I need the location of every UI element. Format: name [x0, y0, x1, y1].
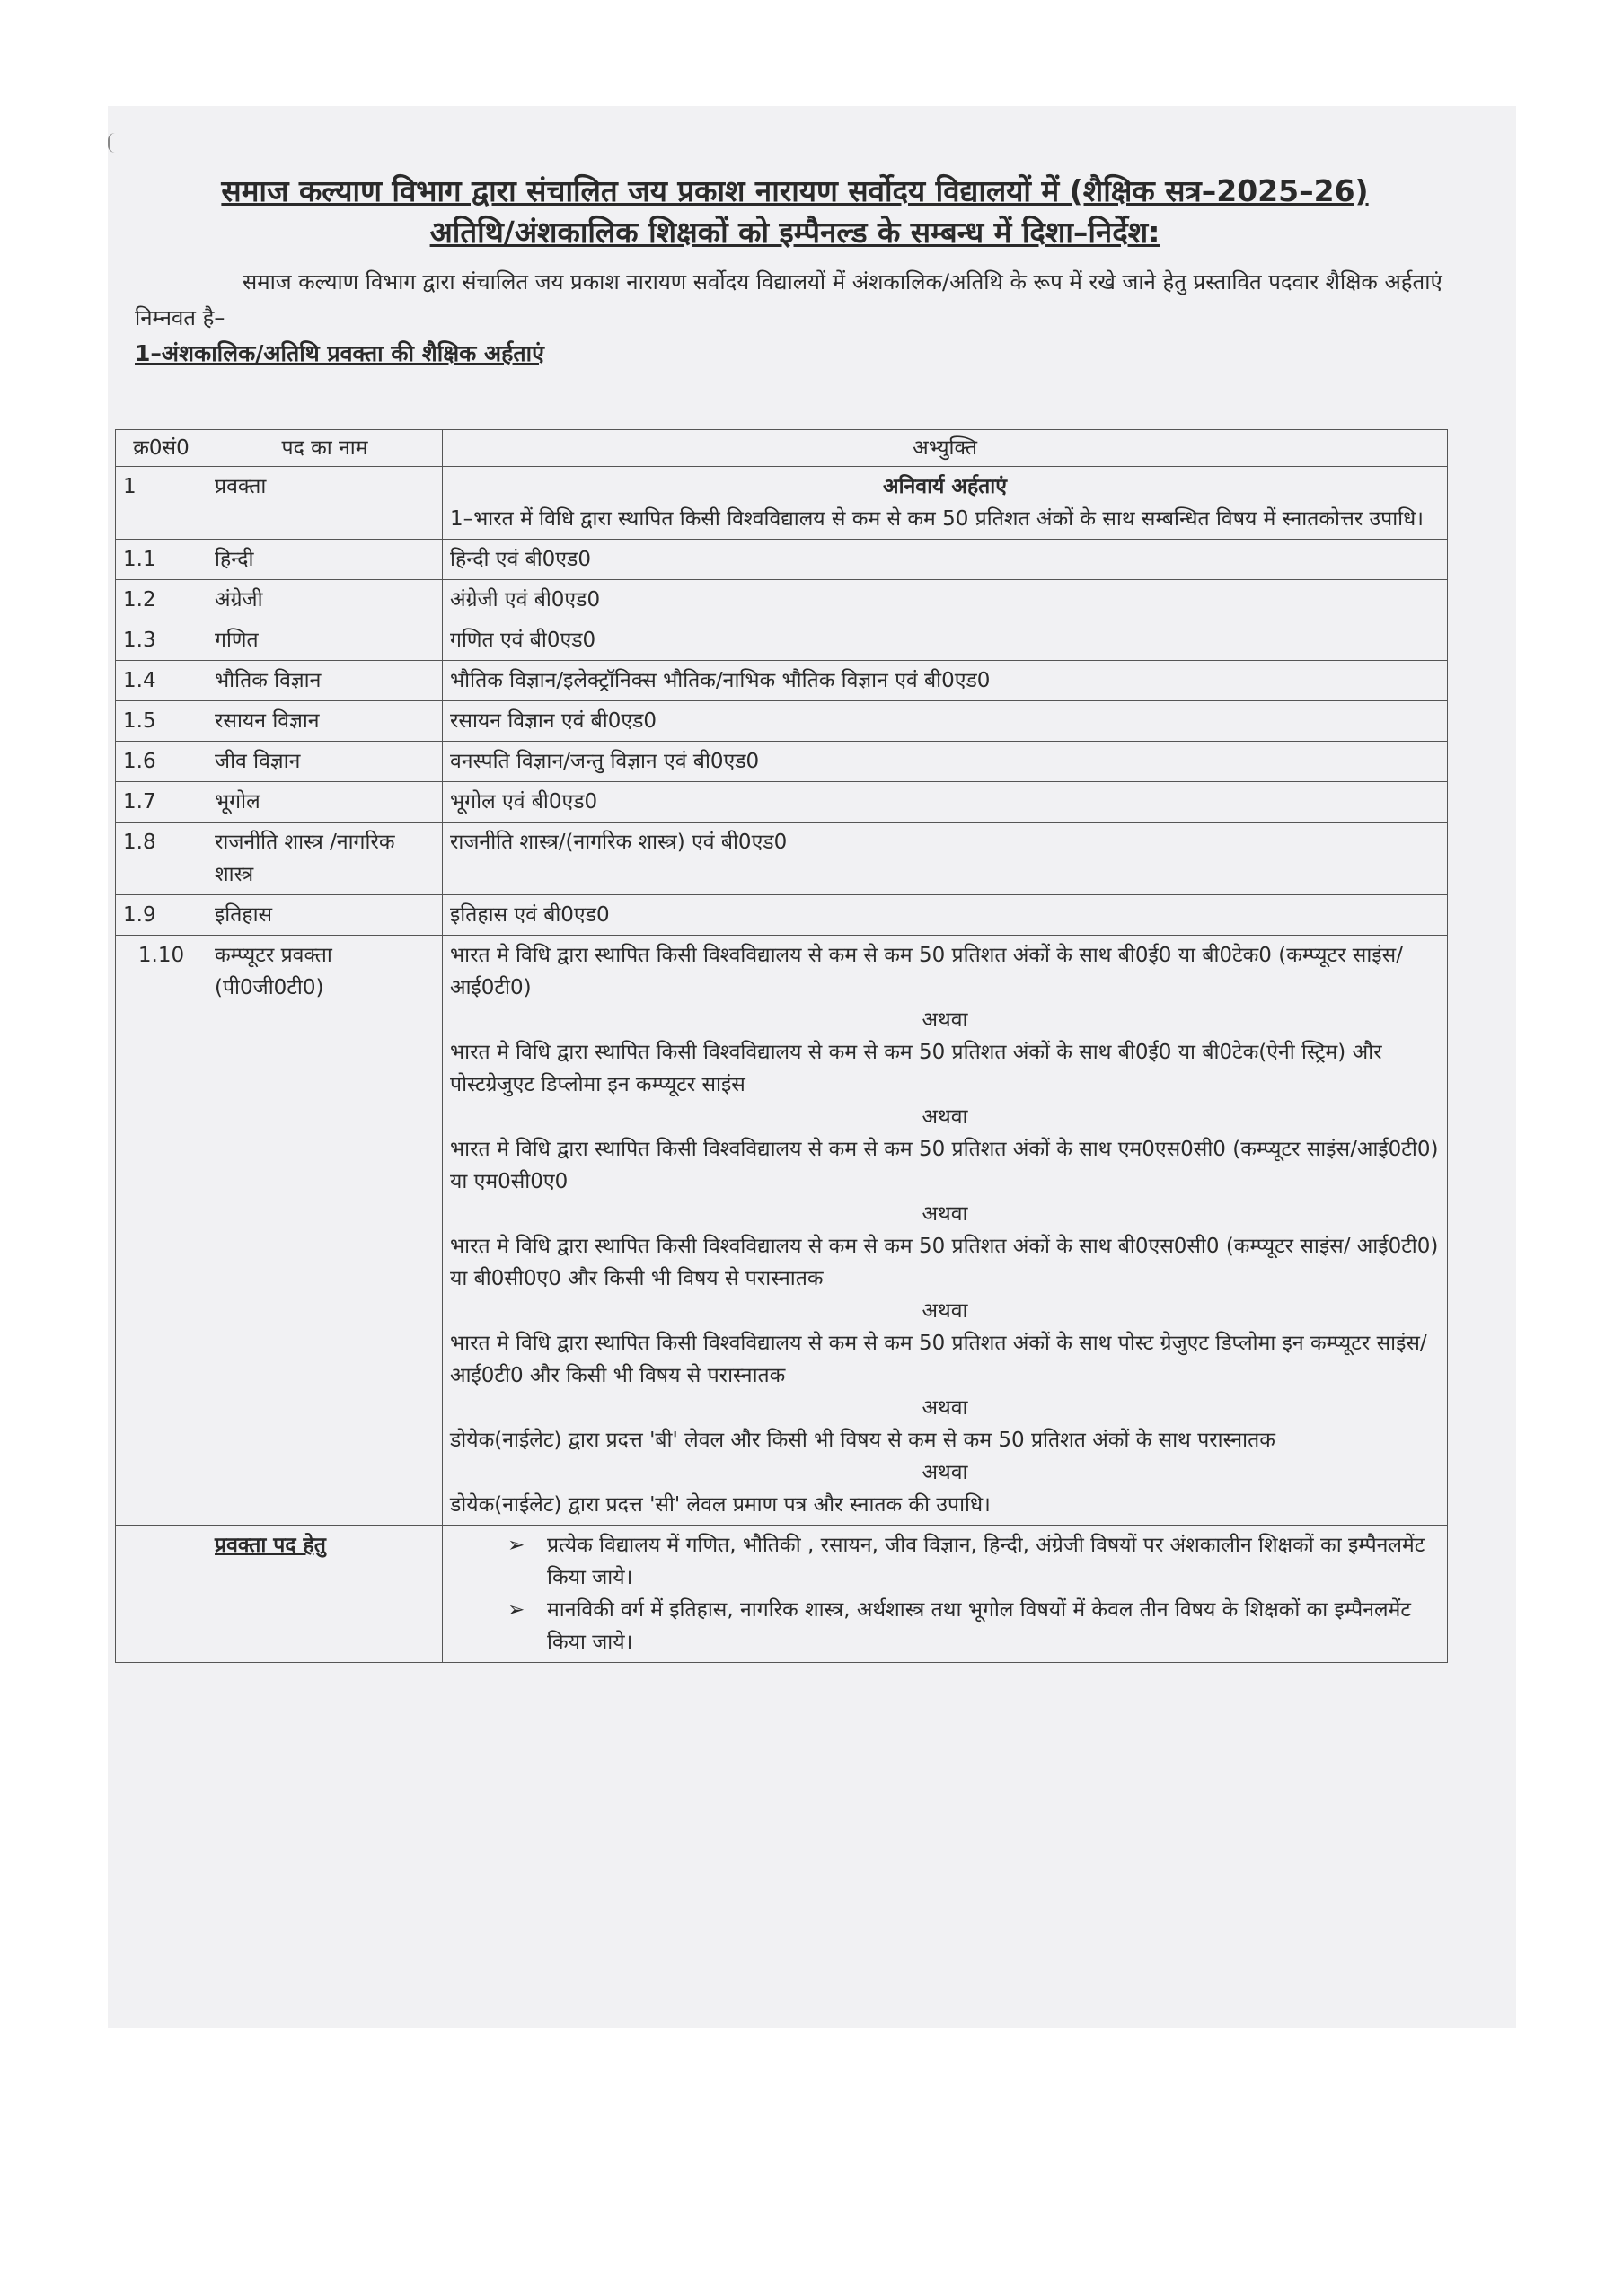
post-cell: गणित [207, 620, 443, 661]
or-separator: अथवा [922, 1396, 968, 1420]
header-serial: क्र0सं0 [116, 430, 207, 467]
serial-cell: 1.4 [116, 661, 207, 701]
list-item [504, 1529, 1440, 1594]
list-item [504, 1594, 1440, 1658]
post-cell: इतिहास [207, 895, 443, 936]
serial-cell: 1.10 [116, 936, 207, 1526]
post-cell: भौतिक विज्ञान [207, 661, 443, 701]
serial-cell: 1.5 [116, 701, 207, 742]
document-header [135, 171, 1455, 370]
post-cell: हिन्दी [207, 540, 443, 580]
post-cell: भूगोल [207, 782, 443, 823]
qualification-option: भारत मे विधि द्वारा स्थापित किसी विश्वविद्यालय से कम से कम 50 प्रतिशत अंकों के साथ पोस्ट ग्रेजुएट डिप्लोमा इन कम्प्यूटर साइंस/आई0टी0 और किसी भी विषय से परास्नातक [450, 1332, 1427, 1387]
post-cell: राजनीति शास्त्र /नागरिक शास्त्र [207, 823, 443, 895]
serial-cell: 1.8 [116, 823, 207, 895]
mandatory-qualification-heading: अनिवार्य अर्हताएं [883, 475, 1007, 498]
qualification-option: डोयेक(नाईलेट) द्वारा प्रदत्त 'बी' लेवल और किसी भी विषय से कम से कम 50 प्रतिशत अंकों के साथ परास्नातक [450, 1429, 1275, 1452]
table-row-computer [116, 936, 1448, 1526]
qualification-option: भारत मे विधि द्वारा स्थापित किसी विश्वविद्यालय से कम से कम 50 प्रतिशत अंकों के साथ एम0एस0सी0 (कम्प्यूटर साइंस/आई0टी0) या एम0सी0ए0 [450, 1138, 1439, 1193]
serial-cell: 1.3 [116, 620, 207, 661]
remark-cell: इतिहास एवं बी0एड0 [443, 895, 1448, 936]
note-text: मानविकी वर्ग में इतिहास, नागरिक शास्त्र, अर्थशास्त्र तथा भूगोल विषयों में केवल तीन विषय के शिक्षकों का इम्पैनलमेंट किया जाये। [547, 1598, 1411, 1654]
intro-paragraph: समाज कल्याण विभाग द्वारा संचालित जय प्रकाश नारायण सर्वोदय विद्यालयों में अंशकालिक/अतिथि के रूप में रखे जाने हेतु प्रस्तावित पदवार शैक्षिक अर्हताएं निम्नवत है– [135, 269, 1442, 330]
table-row [116, 823, 1448, 895]
serial-cell: 1.9 [116, 895, 207, 936]
table-row [116, 701, 1448, 742]
qualification-option: भारत मे विधि द्वारा स्थापित किसी विश्वविद्यालय से कम से कम 50 प्रतिशत अंकों के साथ बी0एस0सी0 (कम्प्यूटर साइंस/ आई0टी0) या बी0सी0ए0 और किसी भी विषय से परास्नातक [450, 1235, 1439, 1290]
or-separator: अथवा [922, 1461, 968, 1484]
qualification-option: डोयेक(नाईलेट) द्वारा प्रदत्त 'सी' लेवल प्रमाण पत्र और स्नातक की उपाधि। [450, 1493, 991, 1517]
qualification-option: भारत मे विधि द्वारा स्थापित किसी विश्वविद्यालय से कम से कम 50 प्रतिशत अंकों के साथ बी0ई0 या बी0टेक(ऐनी स्ट्रिम) और पोस्टग्रेजुएट डिप्लोमा इन कम्प्यूटर साइंस [450, 1041, 1382, 1096]
qualification-option: भारत मे विधि द्वारा स्थापित किसी विश्वविद्यालय से कम से कम 50 प्रतिशत अंकों के साथ बी0ई0 या बी0टेक0 (कम्प्यूटर साइंस/ आई0टी0) [450, 944, 1403, 999]
remark-cell [443, 467, 1448, 540]
post-cell: रसायन विज्ञान [207, 701, 443, 742]
qualification-table [115, 429, 1448, 1663]
or-separator: अथवा [922, 1202, 968, 1226]
serial-cell: 1.7 [116, 782, 207, 823]
table-header-row [116, 430, 1448, 467]
remark-cell: भूगोल एवं बी0एड0 [443, 782, 1448, 823]
serial-cell: 1.6 [116, 742, 207, 782]
serial-cell: 1.1 [116, 540, 207, 580]
or-separator: अथवा [922, 1299, 968, 1323]
table-row [116, 580, 1448, 620]
title-line-2: अतिथि/अंशकालिक शिक्षकों को इम्पैनल्ड के सम्बन्ध में दिशा–निर्देश: [429, 215, 1160, 250]
post-cell: प्रवक्ता [207, 467, 443, 540]
remark-cell: रसायन विज्ञान एवं बी0एड0 [443, 701, 1448, 742]
remark-cell: वनस्पति विज्ञान/जन्तु विज्ञान एवं बी0एड0 [443, 742, 1448, 782]
post-cell: अंग्रेजी [207, 580, 443, 620]
header-remark: अभ्युक्ति [443, 430, 1448, 467]
post-cell: कम्प्यूटर प्रवक्ता (पी0जी0टी0) [207, 936, 443, 1526]
serial-cell: 1 [116, 467, 207, 540]
title-line-1: समाज कल्याण विभाग द्वारा संचालित जय प्रकाश नारायण सर्वोदय विद्यालयों में (शैक्षिक सत्र–2025–26) [221, 173, 1369, 208]
mandatory-qualification-text: 1–भारत में विधि द्वारा स्थापित किसी विश्वविद्यालय से कम से कम 50 प्रतिशत अंकों के साथ सम्बन्धित विषय में स्नातकोत्तर उपाधि। [450, 507, 1424, 531]
table-row [116, 540, 1448, 580]
remark-cell: अंग्रेजी एवं बी0एड0 [443, 580, 1448, 620]
arrow-bullet-icon: ➢ [507, 1534, 525, 1557]
remark-cell: राजनीति शास्त्र/(नागरिक शास्त्र) एवं बी0एड0 [443, 823, 1448, 895]
note-text: प्रत्येक विद्यालय में गणित, भौतिकी , रसायन, जीव विज्ञान, हिन्दी, अंग्रेजी विषयों पर अंशकालीन शिक्षकों का इम्पैनलमेंट किया जाये। [547, 1534, 1425, 1589]
section-title: 1–अंशकालिक/अतिथि प्रवक्ता की शैक्षिक अर्हताएं [135, 340, 544, 366]
table-row [116, 661, 1448, 701]
remark-cell: भौतिक विज्ञान/इलेक्ट्रॉनिक्स भौतिक/नाभिक भौतिक विज्ञान एवं बी0एड0 [443, 661, 1448, 701]
arrow-bullet-icon: ➢ [507, 1598, 525, 1622]
notes-cell [443, 1526, 1448, 1663]
serial-cell: 1.2 [116, 580, 207, 620]
notes-list [450, 1529, 1440, 1658]
subject-rows [116, 540, 1448, 936]
header-post: पद का नाम [207, 430, 443, 467]
notes-label: प्रवक्ता पद हेतु [215, 1534, 326, 1557]
table-row [116, 467, 1448, 540]
table-row-notes [116, 1526, 1448, 1663]
computer-qualification-options [443, 936, 1448, 1526]
table-row [116, 782, 1448, 823]
punch-hole-mark [108, 133, 119, 153]
table-row [116, 742, 1448, 782]
post-cell: जीव विज्ञान [207, 742, 443, 782]
serial-cell-empty [116, 1526, 207, 1663]
or-separator: अथवा [922, 1105, 968, 1129]
table-row [116, 895, 1448, 936]
notes-label-cell [207, 1526, 443, 1663]
or-separator: अथवा [922, 1008, 968, 1032]
table-row [116, 620, 1448, 661]
remark-cell: गणित एवं बी0एड0 [443, 620, 1448, 661]
remark-cell: हिन्दी एवं बी0एड0 [443, 540, 1448, 580]
